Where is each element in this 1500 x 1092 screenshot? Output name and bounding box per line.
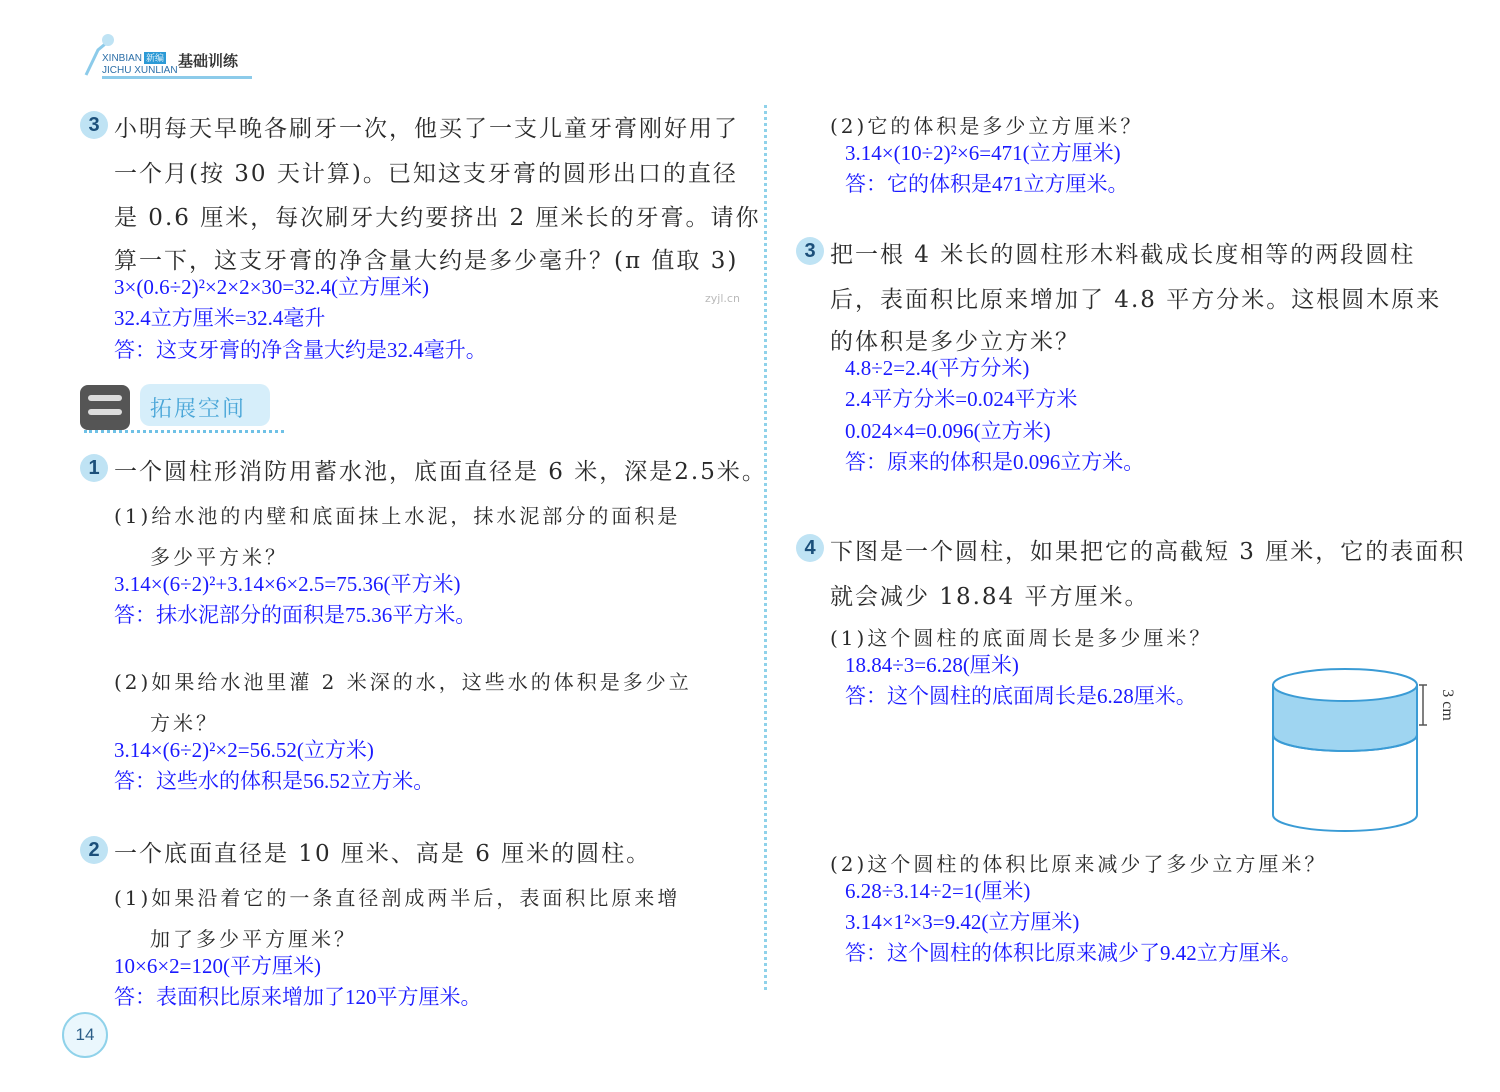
answer-line: 答：它的体积是471立方厘米。 <box>845 172 1129 196</box>
question-4-line-2: 就会减少 18.84 平方厘米。 <box>830 584 1150 610</box>
question-number-badge: 1 <box>80 454 108 482</box>
answer-line: 答：这个圆柱的底面周长是6.28厘米。 <box>845 684 1197 708</box>
question-2-stem: 一个底面直径是 10 厘米、高是 6 厘米的圆柱。 <box>114 841 652 867</box>
answer-line: 2.4平方分米=0.024平方米 <box>845 387 1078 411</box>
logo-title: 基础训练 <box>178 52 239 70</box>
answer-line: 答：抹水泥部分的面积是75.36平方米。 <box>114 603 477 627</box>
question-3-line-3: 是 0.6 厘米，每次刷牙大约要挤出 2 厘米长的牙膏。请你 <box>114 205 761 231</box>
question-number-badge: 4 <box>796 534 824 562</box>
answer-line: 3×(0.6÷2)²×2×2×30=32.4(立方厘米) <box>114 275 430 299</box>
logo-tag: 新编 <box>146 53 165 63</box>
question-4-part-1: (1)这个圆柱的底面周长是多少厘米？ <box>830 626 1213 650</box>
question-4-part-2: (2)这个圆柱的体积比原来减少了多少立方厘米？ <box>830 852 1328 876</box>
question-3-line-2: 一个月(按 30 天计算)。已知这支牙膏的圆形出口的直径 <box>114 161 738 187</box>
cylinder-figure <box>1265 665 1465 835</box>
question-3r-line-2: 后，表面积比原来增加了 4.8 平方分米。这根圆木原来 <box>830 287 1442 313</box>
question-1-part-2: (2)如果给水池里灌 2 米深的水，这些水的体积是多少立 <box>114 670 692 694</box>
answer-line: 0.024×4=0.096(立方米) <box>845 419 1051 443</box>
question-1-stem: 一个圆柱形消防用蓄水池，底面直径是 6 米，深是2.5米。 <box>114 459 767 485</box>
answer-line: 3.14×1²×3=9.42(立方厘米) <box>845 910 1080 934</box>
section-title: 拓展空间 <box>150 397 247 422</box>
question-3r-line-3: 的体积是多少立方米？ <box>830 329 1080 355</box>
question-1-part-1: (1)给水池的内壁和底面抹上水泥，抹水泥部分的面积是 <box>114 504 681 528</box>
question-1-part-1-cont: 多少平方米？ <box>150 545 288 569</box>
section-divider <box>84 430 284 433</box>
question-2-part-2: (2)它的体积是多少立方厘米？ <box>830 114 1144 138</box>
question-3-line-4: 算一下，这支牙膏的净含量大约是多少毫升？(π 值取 3) <box>114 248 739 274</box>
question-number-badge: 2 <box>80 836 108 864</box>
question-4-line-1: 下图是一个圆柱，如果把它的高截短 3 厘米，它的表面积 <box>830 539 1466 565</box>
answer-line: 32.4立方厘米=32.4毫升 <box>114 306 326 330</box>
answer-line: 答：这个圆柱的体积比原来减少了9.42立方厘米。 <box>845 941 1302 965</box>
answer-line: 答：这支牙膏的净含量大约是32.4毫升。 <box>114 338 487 362</box>
question-2-part-1-cont: 加了多少平方厘米？ <box>150 927 357 951</box>
figure-label-3cm: 3 cm <box>1439 689 1456 721</box>
question-1-part-2-cont: 方米？ <box>150 711 219 735</box>
watermark: zyjl.cn <box>705 292 740 305</box>
header-logo <box>78 30 268 85</box>
question-3-line-1: 小明每天早晚各刷牙一次，他买了一支儿童牙膏刚好用了 <box>114 116 739 142</box>
column-divider <box>764 105 767 990</box>
answer-line: 答：表面积比原来增加了120平方厘米。 <box>114 985 482 1009</box>
answer-line: 答：原来的体积是0.096立方米。 <box>845 450 1145 474</box>
logo-text <box>102 52 178 77</box>
logo-line2: JICHU XUNLIAN <box>102 65 178 76</box>
answer-line: 3.14×(6÷2)²+3.14×6×2.5=75.36(平方米) <box>114 572 461 596</box>
logo-underline <box>102 76 252 79</box>
question-2-part-1: (1)如果沿着它的一条直径剖成两半后，表面积比原来增 <box>114 886 681 910</box>
answer-line: 3.14×(10÷2)²×6=471(立方厘米) <box>845 141 1121 165</box>
answer-line: 4.8÷2=2.4(平方分米) <box>845 356 1030 380</box>
answer-line: 18.84÷3=6.28(厘米) <box>845 653 1019 677</box>
question-number-badge: 3 <box>80 111 108 139</box>
question-3r-line-1: 把一根 4 米长的圆柱形木料截成长度相等的两段圆柱 <box>830 242 1416 268</box>
page-number: 14 <box>62 1012 108 1058</box>
answer-line: 6.28÷3.14÷2=1(厘米) <box>845 879 1031 903</box>
answer-line: 答：这些水的体积是56.52立方米。 <box>114 769 435 793</box>
logo-line1: XINBIAN <box>102 53 143 64</box>
answer-line: 10×6×2=120(平方厘米) <box>114 954 322 978</box>
question-number-badge: 3 <box>796 237 824 265</box>
toolbox-icon <box>80 385 130 430</box>
answer-line: 3.14×(6÷2)²×2=56.52(立方米) <box>114 738 374 762</box>
